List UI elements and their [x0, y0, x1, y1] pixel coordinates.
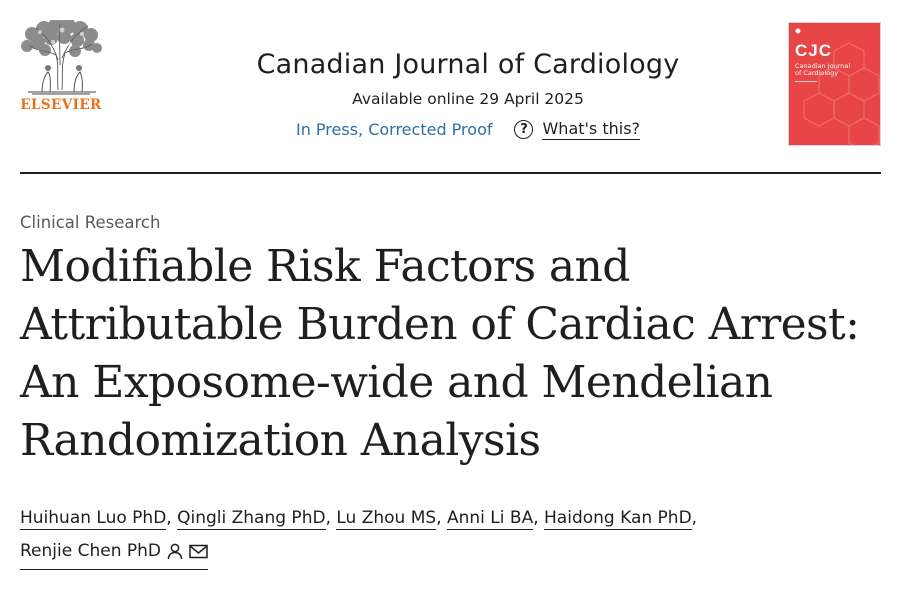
elsevier-logo[interactable] — [18, 20, 104, 120]
cover-cjc-logo: CJC — [795, 41, 833, 60]
author-link[interactable]: Lu Zhou MS — [336, 508, 437, 528]
cover-subtitle: Canadian Journal of Cardiology — [795, 62, 851, 77]
author-link[interactable]: Qingli Zhang PhD — [177, 508, 326, 528]
whats-this-label: What's this? — [542, 119, 641, 138]
header-divider — [20, 172, 881, 174]
available-online-date: Available online 29 April 2025 — [352, 90, 584, 108]
elsevier-tree-icon — [18, 20, 104, 98]
author-separator: , — [533, 508, 539, 528]
elsevier-wordmark: ELSEVIER — [20, 97, 102, 113]
corresponding-author-link[interactable] — [20, 535, 208, 570]
author-separator: , — [325, 508, 331, 528]
author-list — [20, 502, 820, 570]
journal-header — [0, 0, 903, 173]
article-title: Modifiable Risk Factors and Attributable Burden of Cardiac Arrest: An Exposome-wide and Mendelian Randomization Analysis — [20, 241, 860, 466]
author-link[interactable]: Huihuan Luo PhD — [20, 508, 167, 528]
journal-title[interactable]: Canadian Journal of Cardiology — [256, 49, 680, 80]
author-separator: , — [166, 508, 172, 528]
question-circle-icon: ? — [514, 120, 533, 139]
journal-info — [180, 46, 756, 140]
author-separator: , — [436, 508, 442, 528]
journal-cover-image[interactable] — [789, 23, 880, 145]
article-status-row — [180, 119, 756, 140]
corresponding-author-name: Renjie Chen PhD — [20, 541, 161, 561]
person-icon — [167, 543, 183, 560]
author-separator: , — [691, 508, 698, 528]
envelope-icon — [189, 544, 208, 559]
whats-this-button[interactable] — [514, 119, 640, 140]
author-link[interactable]: Anni Li BA — [447, 508, 534, 528]
article-type: Clinical Research — [20, 213, 161, 232]
in-press-link[interactable]: In Press, Corrected Proof — [295, 120, 493, 139]
author-link[interactable]: Haidong Kan PhD — [544, 508, 692, 528]
